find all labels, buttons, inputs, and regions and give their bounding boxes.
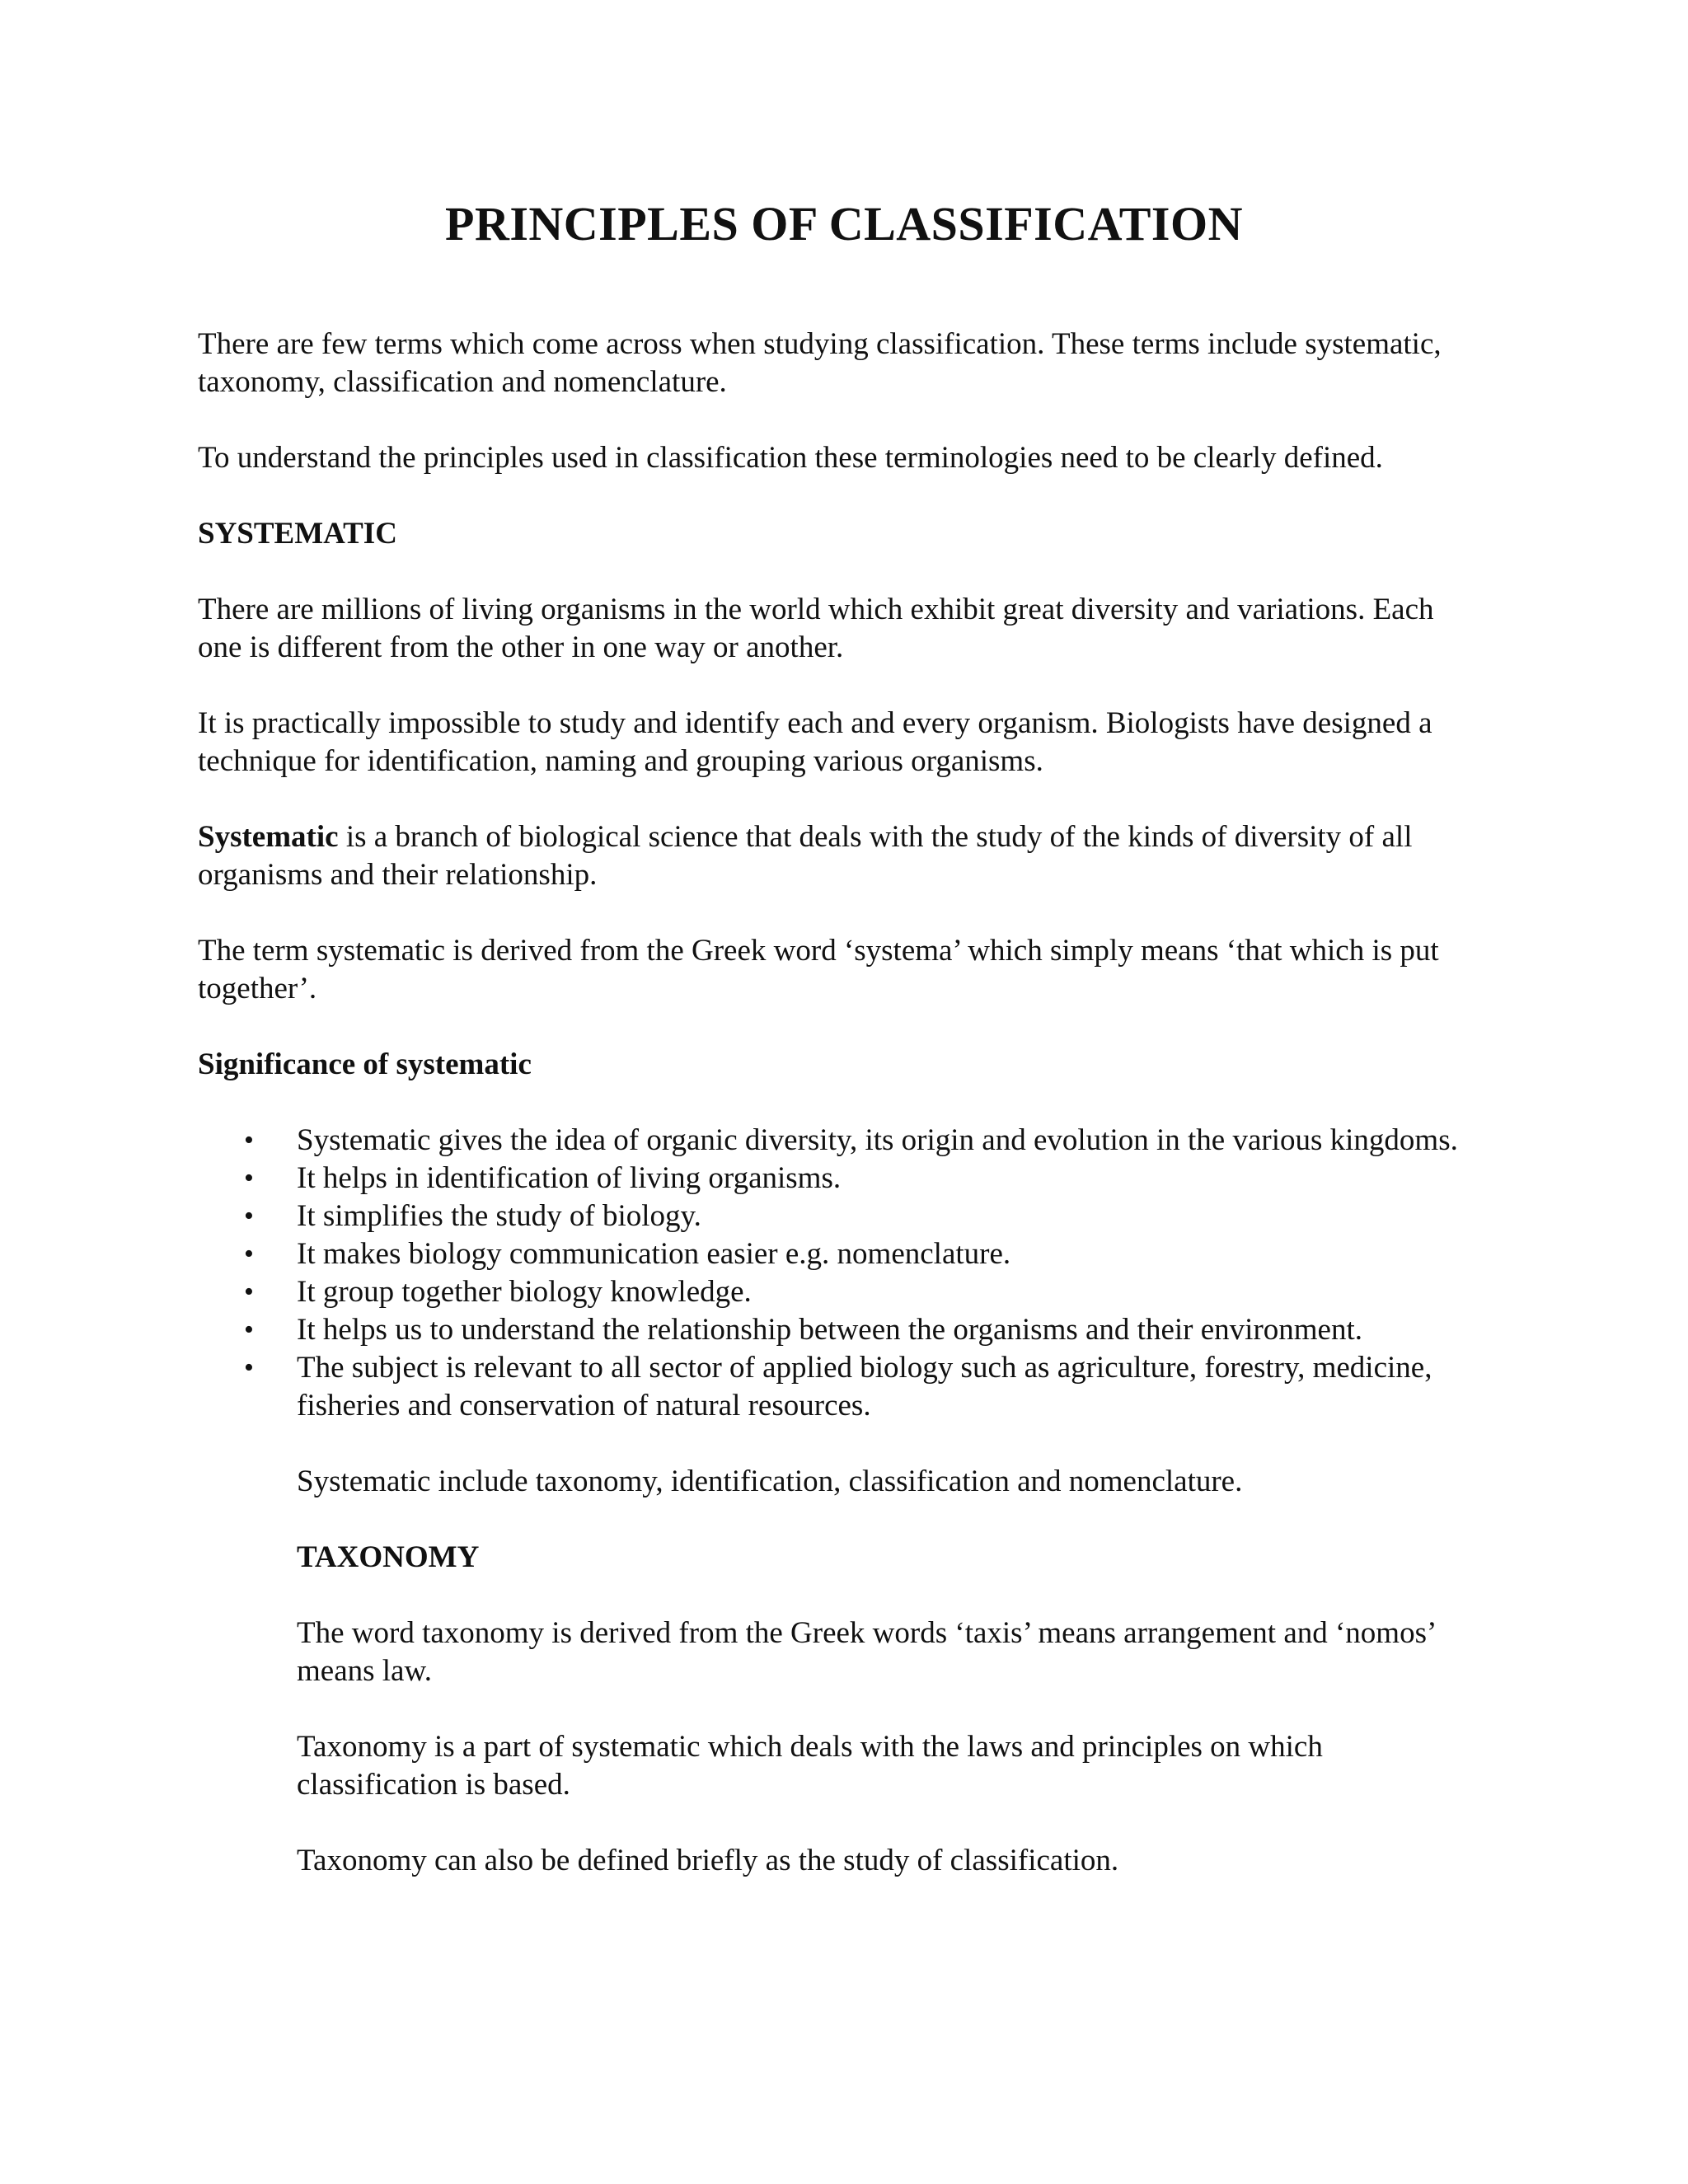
taxonomy-paragraph-1: The word taxonomy is derived from the Greek words ‘taxis’ means arrangement and ‘nomos’ means law.: [297, 1616, 1435, 1688]
document-body: [198, 326, 1484, 1918]
significance-summary: Systematic include taxonomy, identification, classification and nomenclature.: [297, 1465, 1243, 1498]
bullet-icon: •: [244, 1163, 254, 1193]
taxonomy-paragraph-2: Taxonomy is a part of systematic which deals with the laws and principles on which classification is based.: [297, 1730, 1323, 1802]
list-item: • Systematic gives the idea of organic diversity, its origin and evolution in the various kingdoms.: [198, 1122, 1484, 1160]
systematic-paragraph-1: There are millions of living organisms in the world which exhibit great diversity and variations. Each one is different from the other in one way or another.: [198, 593, 1434, 664]
bullet-icon: •: [244, 1352, 254, 1383]
list-item: • The subject is relevant to all sector of applied biology such as agriculture, forestry, medicine, fisheries and conservation of natural resources.: [244, 1351, 1432, 1422]
systematic-definition-text: is a branch of biological science that deals with the study of the kinds of diversity of all organisms and their relationship.: [198, 820, 1413, 892]
list-item: • It makes biology communication easier e.g. nomenclature.: [198, 1235, 1484, 1273]
systematic-definition: [198, 818, 1484, 894]
section-heading-systematic: SYSTEMATIC: [198, 517, 397, 551]
section-heading-significance: Significance of systematic: [198, 1047, 532, 1081]
systematic-term: Systematic: [198, 820, 339, 854]
systematic-paragraph-2: It is practically impossible to study and identify each and every organism. Biologists have designed a technique for identification, naming and grouping various organisms.: [198, 706, 1432, 778]
intro-paragraph-2: To understand the principles used in classification these terminologies need to be clearly defined.: [198, 441, 1383, 475]
bullet-icon: •: [244, 1277, 254, 1307]
bullet-icon: •: [244, 1239, 254, 1269]
intro-paragraph-1: There are few terms which come across when studying classification. These terms include systematic, taxonomy, classification and nomenclature.: [198, 327, 1442, 399]
list-item: • It simplifies the study of biology.: [198, 1197, 1484, 1235]
list-item: • It group together biology knowledge.: [198, 1273, 1484, 1311]
significance-list: [198, 1122, 1484, 1425]
taxonomy-paragraph-3: Taxonomy can also be defined briefly as the study of classification.: [297, 1844, 1119, 1877]
list-item: • It helps in identification of living organisms.: [198, 1160, 1484, 1197]
bullet-icon: •: [244, 1201, 254, 1231]
list-item: • It helps us to understand the relationship between the organisms and their environment.: [198, 1311, 1484, 1349]
systematic-paragraph-4: The term systematic is derived from the Greek word ‘systema’ which simply means ‘that which is put together’.: [198, 934, 1439, 1005]
section-heading-taxonomy: TAXONOMY: [297, 1540, 480, 1574]
bullet-icon: •: [244, 1315, 254, 1345]
indented-section: [297, 1463, 1484, 1880]
bullet-icon: •: [244, 1125, 254, 1155]
page-title: PRINCIPLES OF CLASSIFICATION: [445, 197, 1243, 251]
